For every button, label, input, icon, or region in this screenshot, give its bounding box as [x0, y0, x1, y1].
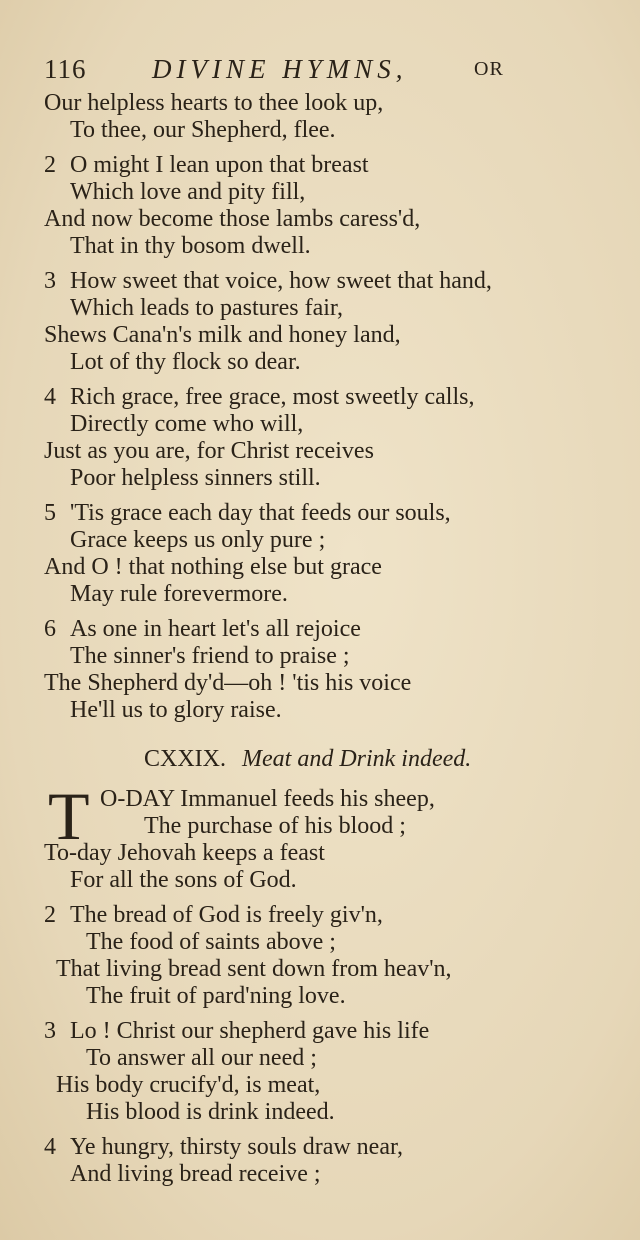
verse-line: For all the sons of God.: [70, 867, 297, 893]
verse-line: The bread of God is freely giv'n,: [70, 902, 383, 928]
verse-line: That living bread sent down from heav'n,: [56, 956, 452, 982]
verse-line: Which love and pity fill,: [70, 179, 306, 205]
verse-line: He'll us to glory raise.: [70, 697, 282, 723]
catchword: OR: [474, 58, 504, 80]
verse-line: To answer all our need ;: [86, 1045, 317, 1071]
page-text: [44, 90, 624, 1196]
verse-line: The fruit of pard'ning love.: [86, 983, 346, 1009]
verse-line: Grace keeps us only pure ;: [70, 527, 326, 553]
verse-line: Lo ! Christ our shepherd gave his life: [70, 1018, 430, 1044]
verse-line: O might I lean upon that breast: [70, 152, 369, 178]
verse-line: The Shepherd dy'd—oh ! 'tis his voice: [44, 670, 412, 696]
verse-line: And now become those lambs caress'd,: [44, 206, 421, 232]
verse-line: Ye hungry, thirsty souls draw near,: [70, 1134, 404, 1160]
running-title: DIVINE HYMNS,: [152, 54, 408, 84]
verse-number: 5: [44, 500, 56, 526]
hymn-title: Meat and Drink indeed.: [242, 746, 472, 772]
verse: [44, 384, 624, 492]
verse-line: Directly come who will,: [70, 411, 304, 437]
verse-line: The food of saints above ;: [86, 929, 336, 955]
verse-line: May rule forevermore.: [70, 581, 288, 607]
verse-number: 3: [44, 1018, 56, 1044]
verse-number: 4: [44, 1134, 56, 1160]
verse-line: Which leads to pastures fair,: [70, 295, 343, 321]
verse: [44, 1018, 624, 1126]
verse-line: His blood is drink indeed.: [86, 1099, 335, 1125]
verse-line: To thee, our Shepherd, flee.: [70, 117, 336, 143]
verse-line: To-day Jehovah keeps a feast: [44, 840, 325, 866]
verse-number: 2: [44, 902, 56, 928]
verse-line: Just as you are, for Christ receives: [44, 438, 374, 464]
verse-number: 6: [44, 616, 56, 642]
verse-line: His body crucify'd, is meat,: [56, 1072, 321, 1098]
verse-line: Our helpless hearts to thee look up,: [44, 90, 384, 116]
verse-continuation: [44, 90, 624, 144]
verse: [44, 152, 624, 260]
verse-line: Lot of thy flock so dear.: [70, 349, 301, 375]
verse-number: 4: [44, 384, 56, 410]
verse-line: And O ! that nothing else but grace: [44, 554, 382, 580]
verse-line: The purchase of his blood ;: [144, 813, 406, 839]
verse-line: How sweet that voice, how sweet that hand,: [70, 268, 492, 294]
verse: [44, 616, 624, 724]
verse-line: Rich grace, free grace, most sweetly calls,: [70, 384, 475, 410]
verse-line: The sinner's friend to praise ;: [70, 643, 350, 669]
verse: [44, 902, 624, 1010]
hymn-heading: [44, 744, 624, 774]
verse: [44, 500, 624, 608]
verse-line: 'Tis grace each day that feeds our souls,: [70, 500, 451, 526]
first-verse: [44, 778, 624, 894]
verse-line: O-DAY Immanuel feeds his sheep,: [100, 786, 435, 812]
verse: [44, 1134, 624, 1188]
verse-line: As one in heart let's all rejoice: [70, 616, 361, 642]
verse-line: And living bread receive ;: [70, 1161, 321, 1187]
verse: [44, 268, 624, 376]
verse-line: That in thy bosom dwell.: [70, 233, 311, 259]
verse-line: Poor helpless sinners still.: [70, 465, 321, 491]
running-header: [44, 52, 600, 86]
verse-line: Shews Cana'n's milk and honey land,: [44, 322, 401, 348]
drop-cap: T: [48, 778, 90, 854]
page-number: 116: [44, 54, 87, 84]
hymn-number: CXXIX.: [144, 746, 226, 772]
verse-number: 3: [44, 268, 56, 294]
verse-number: 2: [44, 152, 56, 178]
